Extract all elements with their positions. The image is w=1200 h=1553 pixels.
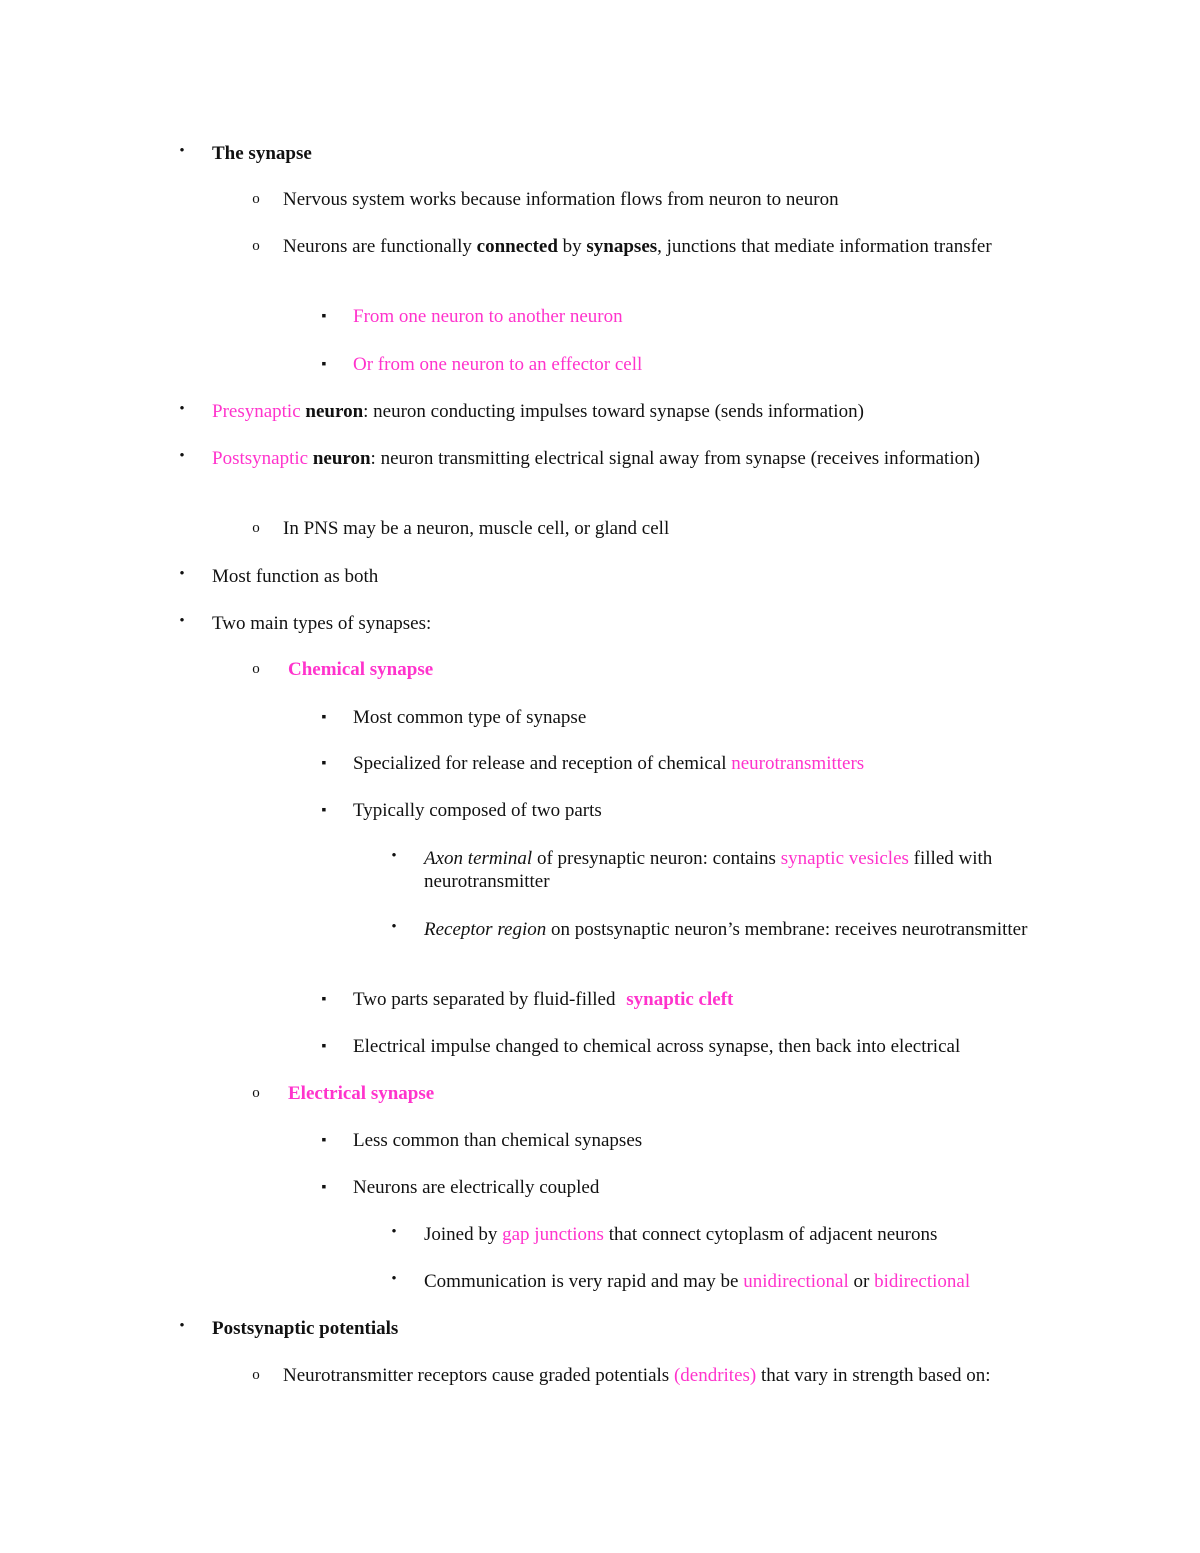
text-run: that vary in strength based on: [756,1365,991,1386]
text-run: Two parts separated by fluid-filled [353,989,621,1010]
list-item [353,1129,1053,1152]
list-item-the-synapse [212,142,1042,165]
text-run: Neurotransmitter receptors cause graded potentials [283,1365,674,1386]
list-item [353,1176,1053,1199]
bullet-icon: o [252,661,260,677]
text-run: From one neuron to another neuron [353,306,623,327]
text-run: : neuron transmitting electrical signal away from synapse (receives information) [370,448,980,469]
list-item [353,988,1053,1011]
text-run: (dendrites) [673,1365,757,1386]
text-run: bidirectional [874,1271,971,1292]
text-run: Communication is very rapid and may be [424,1271,744,1292]
text-run: Less common than chemical synapses [353,1130,643,1151]
list-item [212,565,1042,588]
bullet-icon: ▪ [321,992,327,1007]
bullet-icon: o [252,191,260,207]
bullet-icon: o [252,520,260,536]
list-item [283,235,1053,258]
list-item [212,612,1042,635]
section-heading-chemical-synapse [288,658,1058,681]
list-item [424,847,1044,893]
bullet-icon: ▪ [321,1180,327,1195]
text-run: of presynaptic neuron: contains [532,848,781,869]
list-item-postsynaptic-potentials [212,1317,1042,1340]
bullet-icon: ▪ [321,710,327,725]
list-item [424,1223,1044,1246]
list-item [353,1035,1053,1058]
text-run: Nervous system works because information flows from neuron to neuron [283,189,839,210]
bullet-icon: • [391,848,397,864]
list-item-presynaptic-neuron [212,400,1042,423]
bullet-icon: ▪ [321,357,327,372]
text-run: Most common type of synapse [353,707,587,728]
bullet-icon: ▪ [321,309,327,324]
list-item [424,918,1044,941]
text-run: Postsynaptic potentials [212,1318,399,1339]
bullet-icon: • [391,1271,397,1287]
bullet-icon: • [179,448,185,464]
bullet-icon: • [179,143,185,159]
text-run: neuron [312,448,371,469]
text-run: Neurons are functionally [283,236,477,257]
list-item [424,1270,1044,1293]
text-run: on postsynaptic neuron’s membrane: receives neurotransmitter [546,919,1028,940]
text-run: Chemical synapse [288,659,434,680]
text-run: that connect cytoplasm of adjacent neurons [603,1224,938,1245]
text-run: Neurons are electrically coupled [353,1177,600,1198]
text-run: neuron [305,401,364,422]
text-run: Specialized for release and reception of chemical [353,753,732,774]
text-run: In PNS may be a neuron, muscle cell, or gland cell [283,518,670,539]
text-run: : neuron conducting impulses toward synapse (sends information) [363,401,864,422]
text-run: Electrical synapse [288,1083,435,1104]
list-item [353,799,1053,822]
text-run: Axon terminal [424,848,533,869]
section-heading-electrical-synapse [288,1082,1058,1105]
text-run: gap junctions [502,1224,604,1245]
text-run: synaptic vesicles [780,848,909,869]
text-run: Typically composed of two parts [353,800,602,821]
text-run: Or from one neuron to an effector cell [353,354,643,375]
text-run: filled with neurotransmitter [424,848,993,892]
text-run: Postsynaptic [212,448,309,469]
list-item [353,353,1053,376]
bullet-icon: • [179,401,185,417]
text-run: or [848,1271,875,1292]
text-run: synaptic cleft [626,989,734,1010]
text-run: connected [476,236,558,257]
text-run: , junctions that mediate information transfer [657,236,992,257]
text-run: unidirectional [743,1271,849,1292]
list-item [353,706,1053,729]
text-run: by [557,236,587,257]
bullet-icon: • [179,566,185,582]
list-item [353,752,1053,775]
bullet-icon: • [391,1224,397,1240]
list-item-postsynaptic-neuron [212,447,1042,470]
text-run: Two main types of synapses: [212,613,432,634]
text-run: neurotransmitters [731,753,865,774]
list-item [283,1364,1053,1387]
text-run: Most function as both [212,566,379,587]
bullet-icon: ▪ [321,803,327,818]
bullet-icon: • [179,613,185,629]
bullet-icon: o [252,1085,260,1101]
bullet-icon: • [179,1318,185,1334]
text-run: Receptor region [424,919,547,940]
text-run: Electrical impulse changed to chemical across synapse, then back into electrical [353,1036,961,1057]
text-run: Presynaptic [212,401,301,422]
list-item [283,188,1053,211]
text-run: Joined by [424,1224,503,1245]
text-run: synapses [586,236,658,257]
bullet-icon: ▪ [321,1039,327,1054]
bullet-icon: o [252,1367,260,1383]
bullet-icon: o [252,238,260,254]
bullet-icon: ▪ [321,756,327,771]
bullet-icon: • [391,919,397,935]
list-item [353,305,1053,328]
bullet-icon: ▪ [321,1133,327,1148]
text-run: The synapse [212,143,312,164]
list-item [283,517,1053,540]
